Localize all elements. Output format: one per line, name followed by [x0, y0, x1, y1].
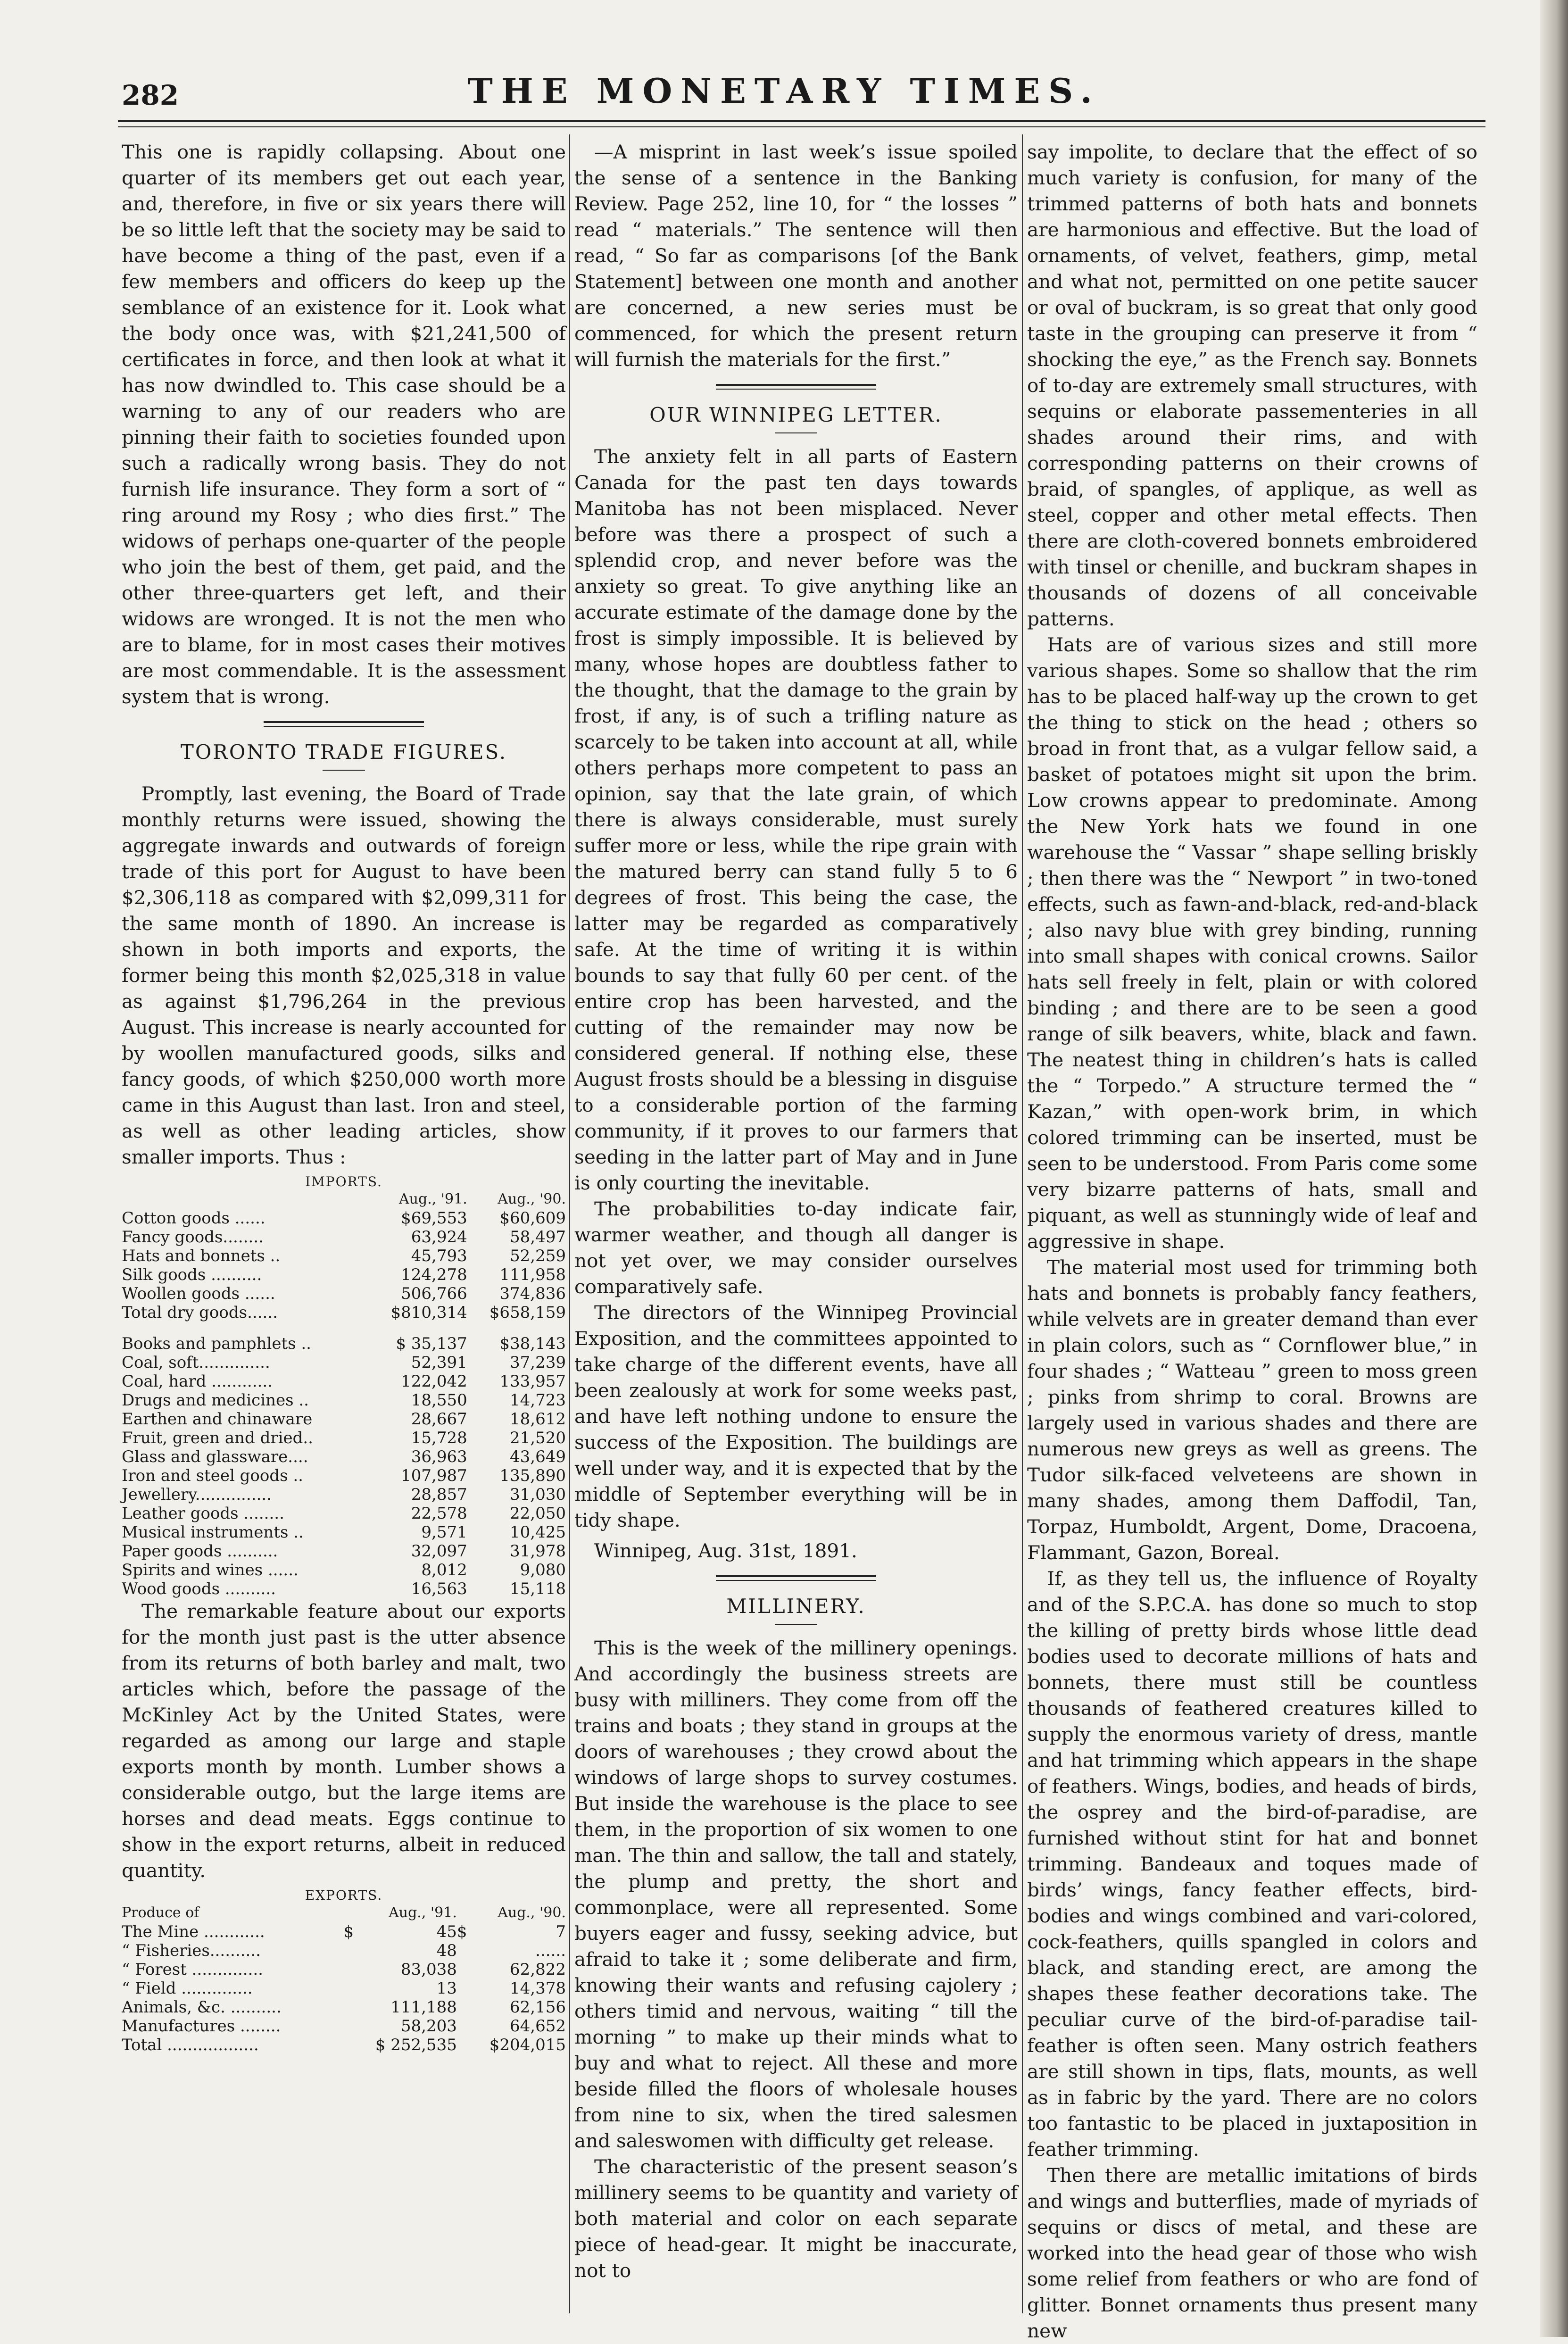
- masthead-rule-thin: [118, 126, 1485, 127]
- value-1891: 15,728: [411, 1429, 467, 1447]
- value-1891: 32,097: [411, 1542, 467, 1561]
- table-row: [122, 1960, 566, 1979]
- value-1891: 124,278: [401, 1265, 467, 1284]
- row-label: Manufactures ........: [122, 2017, 281, 2036]
- row-label: Total dry goods......: [122, 1303, 278, 1322]
- value-1891: 9,571: [421, 1523, 467, 1542]
- article-paragraph: If, as they tell us, the influence of Royalty and of the S.P.C.A. has done so much to stop the killing of pretty birds whose little dead bodies used to decorate millions of hats and bonnets, there must still be countless thousands of feathered creatures killed to supply the enormous variety of dress, mantle and hat trimming which appears in the shape of feathers. Wings, bodies, and heads of birds, the osprey and the bird-of-paradise, are furnished without stint for hat and bonnet trimming. Bandeaux and toques made of birds’ wings, fancy feather effects, bird-bodies and wings combined and vari-colored, cock-feathers, quills spangled in colors and black, and standing erect, are among the shapes these feather decorations take. The peculiar curve of the bird-of-paradise tail-feather is often seen. Many ostrich feathers are still shown in tips, flats, mounts, as well as in fabric by the yard. There are no colors too fantastic to be placed in juxtaposition in feather trimming.: [1027, 1567, 1477, 2161]
- row-label: The Mine ............: [122, 1922, 265, 1941]
- value-1890: 31,978: [510, 1542, 566, 1561]
- column-header: Aug., '90.: [498, 1191, 566, 1207]
- article-paragraph: say impolite, to declare that the effect of so much variety is confusion, for many of the trimmed patterns of both hats and bonnets are harmonious and effective. But the load of ornaments, of velvet, feathers, gimp, metal and what not, permitted on one petite saucer or oval of buckram, is so great that only good taste in the grouping can preserve it from “ shocking the eye,” as the French say. Bonnets of to-day are extremely small structures, with sequins or elaborate passementeries in all shades around their rims, and with corresponding patterns on their crowns of braid, of spangles, of applique, as well as steel, copper and other metal effects. Then there are cloth-covered bonnets embroidered with tinsel or chenille, and buckram shapes in thousands of dozens of all conceivable patterns.: [1027, 141, 1477, 630]
- article-paragraph: The directors of the Winnipeg Provincial Exposition, and the committees appointed to take charge of the different events, have all been zealously at work for some weeks past, and have left nothing undone to ensure the success of the Exposition. The buildings are well under way, and it is expected that by the middle of September everything will be in tidy shape.: [574, 1301, 1018, 1531]
- currency-sign: [457, 2017, 471, 2036]
- value-1891: 28,857: [411, 1485, 467, 1504]
- value-1891: 52,391: [411, 1353, 467, 1372]
- value-1890: 37,239: [510, 1353, 566, 1372]
- table-row: [122, 1265, 566, 1284]
- section-rule: [264, 721, 424, 727]
- article-paragraph: The material most used for trimming both hats and bonnets is probably fancy feathers, while velvets are in greater demand than ever in plain colors, such as “ Cornflower blue,” in four shades ; “ Watteau ” green to moss green ; pinks from shrimp to coral. Browns are largely used in various shades and there are numerous new greys as well as greens. The Tudor silk-faced velveteens are shown in many shades, among them Daffodil, Tan, Torpaz, Humboldt, Argent, Dome, Dracoena, Flammant, Gazon, Boreal.: [1027, 1256, 1477, 1564]
- imports-table: [122, 1190, 566, 1598]
- value-1891: 16,563: [411, 1579, 467, 1598]
- table-header-row: [122, 1190, 566, 1209]
- heading-rule: [323, 770, 365, 771]
- exports-caption: EXPORTS.: [305, 1887, 383, 1903]
- value-1891: 13: [436, 1979, 457, 1998]
- row-label: “ Field ..............: [122, 1979, 253, 1998]
- value-1890: 22,050: [510, 1504, 566, 1523]
- page-edge-shadow: [1540, 0, 1568, 2337]
- article-paragraph: Hats are of various sizes and still more various shapes. Some so shallow that the rim has to be placed half-way up the crown to get the thing to stick on the head ; others so broad in front that, as a vulgar fellow said, a basket of potatoes might sit upon the brim. Low crowns appear to predominate. Among the New York hats we found in one warehouse the “ Vassar ” shape selling briskly ; then there was the “ Newport ” in two-toned effects, such as fawn-and-black, red-and-black ; also navy blue with grey binding, running into small shapes with conical crowns. Sailor hats sell freely in felt, plain or with colored binding ; and there are to be seen a good range of silk beavers, white, black and fawn. The neatest thing in children’s hats is called the “ Torpedo.” A structure termed the “ Kazan,” with open-work brim, in which colored trimming can be inserted, must be seen to be understood. From Paris come some very bizarre patterns of hats, small and piquant, as well as stunningly wide of leaf and aggressive in shape.: [1027, 633, 1477, 1253]
- value-1890: $204,015: [489, 2036, 566, 2054]
- value-1891: $69,553: [401, 1209, 467, 1228]
- value-1890: 62,156: [510, 1998, 566, 2017]
- column-divider: [1022, 134, 1023, 2313]
- section-heading: TORONTO TRADE FIGURES.: [180, 740, 507, 764]
- value-1890: 15,118: [510, 1579, 566, 1598]
- value-1891: $ 252,535: [375, 2036, 457, 2054]
- value-1890: ......: [535, 1941, 566, 1960]
- table-row: [122, 1209, 566, 1228]
- table-row: [122, 1922, 566, 1941]
- table-row: [122, 1485, 566, 1504]
- row-label: Leather goods ........: [122, 1504, 284, 1523]
- value-1891: 63,924: [411, 1228, 467, 1247]
- table-row: [122, 1523, 566, 1542]
- dateline: Winnipeg, Aug. 31st, 1891.: [594, 1539, 857, 1562]
- column-header: Aug., '91.: [399, 1191, 467, 1207]
- row-label: Coal, hard ............: [122, 1372, 273, 1391]
- row-label: Spirits and wines ......: [122, 1561, 299, 1579]
- row-label: Coal, soft..............: [122, 1353, 270, 1372]
- value-1890: 43,649: [510, 1447, 566, 1466]
- value-1890: 135,890: [499, 1466, 566, 1485]
- value-1891: 8,012: [421, 1561, 467, 1579]
- table-row: [122, 1979, 566, 1998]
- article-paragraph: Promptly, last evening, the Board of Trade monthly returns were issued, showing the aggregate inwards and outwards of foreign trade of this port for August to have been $2,306,118 as compared with $2,099,311 for the same month of 1890. An increase is shown in both imports and exports, the former being this month $2,025,318 in value as against $1,796,264 in the previous August. This increase is nearly accounted for by woollen manufactured goods, silks and fancy goods, of which $250,000 worth more came in this August than last. Iron and steel, as well as other leading articles, show smaller imports. Thus :: [122, 782, 566, 1168]
- column-header: Aug., '90.: [498, 1904, 566, 1921]
- heading-rule: [775, 1624, 817, 1625]
- row-label: Fruit, green and dried..: [122, 1429, 313, 1447]
- table-row: [122, 1372, 566, 1391]
- table-row: [122, 1579, 566, 1598]
- value-1891: 107,987: [401, 1466, 467, 1485]
- value-1890: 64,652: [510, 2017, 566, 2036]
- value-1890: 14,723: [510, 1391, 566, 1410]
- currency-sign: [457, 1960, 471, 1979]
- value-1891: $810,314: [390, 1303, 467, 1322]
- column-header: Produce of: [122, 1904, 199, 1921]
- row-label: Total ..................: [122, 2036, 259, 2054]
- column-3: [1027, 139, 1477, 2342]
- total-row: [122, 1303, 566, 1322]
- currency-sign: $: [343, 1922, 354, 1941]
- imports-caption: IMPORTS.: [305, 1174, 382, 1189]
- heading-rule: [775, 432, 817, 433]
- page-number: 282: [122, 79, 179, 111]
- value-1891: 506,766: [401, 1284, 467, 1303]
- table-row: [122, 2017, 566, 2036]
- currency-sign: [344, 1979, 358, 1998]
- table-row: [122, 1447, 566, 1466]
- value-1891: 45: [436, 1922, 457, 1941]
- table-header-row: [122, 1903, 566, 1922]
- table-row: [122, 1334, 566, 1353]
- value-1890: 10,425: [510, 1523, 566, 1542]
- column-header: Aug., '91.: [389, 1904, 457, 1921]
- article-paragraph: The anxiety felt in all parts of Eastern Canada for the past ten days towards Manitoba has not been misplaced. Never before was there a prospect of such a splendid crop, and never before was the anxiety so great. To give anything like an accurate estimate of the damage done by the frost is simply impossible. It is believed by many, whose hopes are doubtless father to the thought, that the damage to the grain by frost, if any, is of such a trifling nature as scarcely to be taken into account at all, while others perhaps more competent to pass an opinion, say that the late grain, of which there is always considerable, must surely suffer more or less, while the ripe grain with the matured berry can stand fully 5 to 6 degrees of frost. This being the case, the latter may be regarded as comparatively safe. At the time of writing it is within bounds to say that fully 60 per cent. of the entire crop has been harvested, and the cutting of the remainder may now be considered general. If nothing else, these August frosts should be a blessing in disguise to a considerable portion of the farming community, if it proves to our farmers that seeding in the latter part of May and in June is only courting the inevitable.: [574, 445, 1018, 1194]
- table-row: [122, 1998, 566, 2017]
- value-1890: 374,836: [499, 1284, 566, 1303]
- value-1890: 52,259: [510, 1247, 566, 1265]
- value-1890: 111,958: [499, 1265, 566, 1284]
- value-1891: 58,203: [400, 2017, 457, 2036]
- value-1891: 22,578: [411, 1504, 467, 1523]
- value-1891: 18,550: [411, 1391, 467, 1410]
- table-row: [122, 1247, 566, 1265]
- table-row: [122, 1228, 566, 1247]
- value-1890: $38,143: [499, 1334, 566, 1353]
- table-row: [122, 1429, 566, 1447]
- currency-sign: [457, 1998, 471, 2017]
- table-row: [122, 1504, 566, 1523]
- masthead-rule: [118, 120, 1485, 122]
- value-1891: $ 35,137: [396, 1334, 467, 1353]
- row-label: Fancy goods........: [122, 1228, 264, 1247]
- article-paragraph: The characteristic of the present season’s millinery seems to be quantity and variety of both material and color on each separate piece of head-gear. It might be inaccurate, not to: [574, 2155, 1018, 2282]
- value-1890: $658,159: [489, 1303, 566, 1322]
- article-paragraph: —A misprint in last week’s issue spoiled the sense of a sentence in the Banking Review. Page 252, line 10, for “ the losses ” read “ materials.” The sentence will then read, “ So far as comparisons [of the Bank Statement] between one month and another are concerned, a new series must be commenced, for which the present return will furnish the materials for the first.”: [574, 141, 1018, 371]
- row-label: Books and pamphlets ..: [122, 1334, 311, 1353]
- table-row: [122, 1941, 566, 1960]
- article-paragraph: Then there are metallic imitations of birds and wings and butterflies, made of myriads of sequins or discs of metal, and these are worked into the head gear of those who wish some relief from feathers or who are fond of glitter. Bonnet ornaments thus present many new: [1027, 2164, 1477, 2342]
- row-label: “ Fisheries..........: [122, 1941, 261, 1960]
- article-paragraph: The remarkable feature about our exports for the month just past is the utter absence from its returns of both barley and malt, two articles which, before the passage of the McKinley Act by the United States, were regarded as among our large and staple exports month by month. Lumber shows a considerable outgo, but the large items are horses and dead meats. Eggs continue to show in the export returns, albeit in reduced quantity.: [122, 1600, 566, 1882]
- value-1891: 111,188: [390, 1998, 457, 2017]
- table-row: [122, 1466, 566, 1485]
- row-label: Cotton goods ......: [122, 1209, 265, 1228]
- section-heading: OUR WINNIPEG LETTER.: [649, 403, 943, 426]
- value-1890: 18,612: [510, 1410, 566, 1429]
- row-label: Woollen goods ......: [122, 1284, 275, 1303]
- row-label: Drugs and medicines ..: [122, 1391, 309, 1410]
- value-1890: $60,609: [499, 1209, 566, 1228]
- article-paragraph: This one is rapidly collapsing. About one quarter of its members get out each year, and, therefore, in five or six years there will be so little left that the society may be said to have become a thing of the past, even if a few members and officers do keep up the semblance of an existence for it. Look what the body once was, with $21,241,500 of certificates in force, and then look at what it has now dwindled to. This case should be a warning to any of our readers who are pinning their faith to societies founded upon such a radically wrong basis. They do not furnish life insurance. They form a sort of “ ring around my Rosy ; who dies first.” The widows of perhaps one-quarter of the people who join the best of them, get paid, and the other three-quarters get left, and their widows are wronged. It is not the men who are to blame, for in most cases their motives are most commendable. It is the assessment system that is wrong.: [122, 141, 566, 708]
- table-row: [122, 1410, 566, 1429]
- section-heading: MILLINERY.: [726, 1595, 866, 1618]
- masthead: THE MONETARY TIMES.: [467, 71, 1101, 111]
- currency-sign: [344, 1941, 358, 1960]
- value-1891: 45,793: [411, 1247, 467, 1265]
- section-rule: [716, 384, 876, 390]
- column-2: [574, 139, 1018, 2309]
- value-1891: 48: [436, 1941, 457, 1960]
- row-label: “ Forest ..............: [122, 1960, 263, 1979]
- row-label: Wood goods ..........: [122, 1579, 276, 1598]
- value-1890: 58,497: [510, 1228, 566, 1247]
- table-row: [122, 1561, 566, 1579]
- value-1891: 122,042: [401, 1372, 467, 1391]
- row-label: Earthen and chinaware: [122, 1410, 313, 1429]
- currency-sign: [457, 1941, 471, 1960]
- row-label: Silk goods ..........: [122, 1265, 262, 1284]
- currency-sign: [457, 1979, 471, 1998]
- row-label: Jewellery...............: [122, 1485, 272, 1504]
- table-row: [122, 1391, 566, 1410]
- article-paragraph: The probabilities to-day indicate fair, warmer weather, and though all danger is not yet over, we may consider ourselves comparatively safe.: [574, 1197, 1018, 1298]
- column-divider: [569, 134, 570, 2313]
- row-label: Animals, &c. ..........: [122, 1998, 282, 2017]
- row-label: Paper goods ..........: [122, 1542, 278, 1561]
- row-label: Iron and steel goods ..: [122, 1466, 303, 1485]
- value-1890: 14,378: [510, 1979, 566, 1998]
- column-1: [122, 139, 566, 2309]
- value-1891: 28,667: [411, 1410, 467, 1429]
- value-1890: 31,030: [510, 1485, 566, 1504]
- currency-sign: [344, 1998, 358, 2017]
- total-row: [122, 2036, 566, 2054]
- row-label: Glass and glassware....: [122, 1447, 308, 1466]
- value-1890: 62,822: [510, 1960, 566, 1979]
- row-label: Hats and bonnets ..: [122, 1247, 281, 1265]
- value-1890: 133,957: [499, 1372, 566, 1391]
- value-1890: 9,080: [520, 1561, 566, 1579]
- value-1891: 83,038: [400, 1960, 457, 1979]
- article-paragraph: This is the week of the millinery openings. And accordingly the business streets are busy with milliners. They come from off the trains and boats ; they stand in groups at the doors of warehouses ; they crowd about the windows of large shops to survey costumes. But inside the warehouse is the place to see them, in the proportion of six women to one man. The thin and sallow, the tall and stately, the plump and pretty, the short and commonplace, were all represented. Some buyers eager and fussy, seeking advice, but afraid to take it ; some deliberate and firm, knowing their wants and refusing cajolery ; others timid and nervous, waiting “ till the morning ” to make up their minds what to buy and what to reject. All these and more beside filled the floors of wholesale houses from nine to six, when the tired salesmen and saleswomen with difficulty get release.: [574, 1637, 1018, 2152]
- table-row: [122, 1353, 566, 1372]
- currency-sign: [344, 1960, 358, 1979]
- value-1890: 21,520: [510, 1429, 566, 1447]
- table-row: [122, 1284, 566, 1303]
- currency-sign: [344, 2017, 358, 2036]
- currency-sign: $: [456, 1922, 467, 1941]
- value-1890: 7: [556, 1922, 566, 1941]
- table-row: [122, 1542, 566, 1561]
- exports-table: [122, 1903, 566, 2054]
- section-rule: [716, 1575, 876, 1581]
- value-1891: 36,963: [411, 1447, 467, 1466]
- row-label: Musical instruments ..: [122, 1523, 304, 1542]
